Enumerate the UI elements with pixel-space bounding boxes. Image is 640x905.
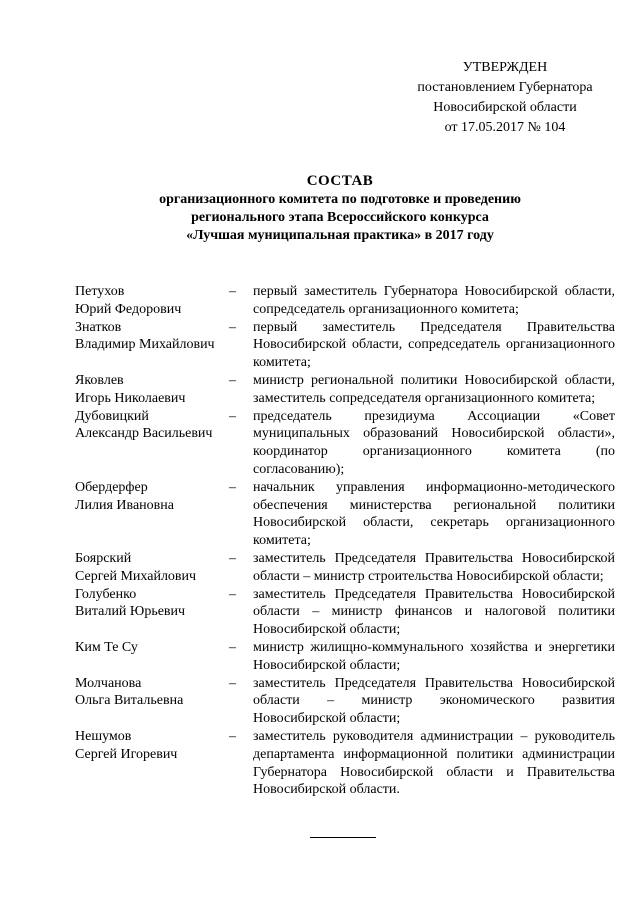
member-name xyxy=(75,408,229,479)
member-name xyxy=(75,283,229,319)
title-line-1: организационного комитета по подготовке и проведению xyxy=(159,192,521,207)
member-given-name: Ольга Витальевна xyxy=(75,693,184,709)
approval-region: Новосибирской области xyxy=(433,100,577,115)
member-surname: Яковлев xyxy=(75,372,124,388)
member-surname: Молчанова xyxy=(75,675,142,691)
member-role: заместитель Председателя Правительства Новосибирской области – министр строительства Новосибирской области; xyxy=(253,550,615,584)
member-dash: – xyxy=(229,728,236,744)
member-role: первый заместитель Председателя Правительства Новосибирской области, сопредседатель организационного комитета; xyxy=(253,319,615,371)
member-surname: Обердерфер xyxy=(75,479,148,495)
approval-decree: постановлением Губернатора xyxy=(417,80,593,95)
member-given-name: Владимир Михайлович xyxy=(75,337,215,353)
member-row xyxy=(75,586,615,639)
member-role: министр жилищно-коммунального хозяйства и энергетики Новосибирской области; xyxy=(253,639,615,673)
member-surname: Петухов xyxy=(75,284,125,299)
member-row xyxy=(75,479,615,550)
member-surname: Голубенко xyxy=(75,586,137,602)
member-name xyxy=(75,675,229,728)
member-role: начальник управления информационно-методического обеспечения министерства региональной политики Новосибирской области, секретарь организационного комитета; xyxy=(253,479,615,549)
member-row xyxy=(75,550,615,586)
approval-date-number: от 17.05.2017 № 104 xyxy=(444,120,566,135)
member-given-name: Сергей Михайлович xyxy=(75,568,197,584)
committee-member-list xyxy=(75,283,615,799)
member-role: министр региональной политики Новосибирской области, заместитель сопредседателя организационного комитета; xyxy=(253,372,615,406)
member-name xyxy=(75,319,229,372)
document-title xyxy=(60,172,620,245)
member-row xyxy=(75,283,615,319)
member-role: первый заместитель Губернатора Новосибирской области, сопредседатель организационного комитета; xyxy=(253,284,615,317)
approval-stamp xyxy=(395,58,615,138)
member-row xyxy=(75,728,615,799)
member-name xyxy=(75,479,229,550)
member-dash: – xyxy=(229,372,236,388)
member-row xyxy=(75,675,615,728)
member-role: заместитель руководителя администрации – руководитель департамента информационной политики администрации Губернатора Новосибирской области и Правительства Новосибирской области. xyxy=(253,728,615,798)
member-given-name: Игорь Николаевич xyxy=(75,390,186,406)
member-row xyxy=(75,319,615,372)
member-surname: Дубовицкий xyxy=(75,408,149,424)
member-role: заместитель Председателя Правительства Новосибирской области – министр финансов и налоговой политики Новосибирской области; xyxy=(253,586,615,638)
member-surname: Нешумов xyxy=(75,728,132,744)
member-name xyxy=(75,550,229,586)
member-dash: – xyxy=(229,675,236,691)
member-dash: – xyxy=(229,479,236,495)
member-dash: – xyxy=(229,586,236,602)
member-given-name: Александр Васильевич xyxy=(75,426,213,442)
member-dash: – xyxy=(229,408,236,424)
member-role: председатель президиума Ассоциации «Совет муниципальных образований Новосибирской области», координатор организационного комитета (по согласованию); xyxy=(253,408,615,477)
end-divider xyxy=(310,837,376,838)
member-row xyxy=(75,639,615,675)
member-dash: – xyxy=(229,550,236,566)
member-dash: – xyxy=(229,319,236,335)
title-line-2: регионального этапа Всероссийского конкурса xyxy=(191,210,489,225)
member-surname: Знатков xyxy=(75,319,122,335)
member-name xyxy=(75,372,229,408)
member-given-name: Юрий Федорович xyxy=(75,301,182,317)
member-given-name: Лилия Ивановна xyxy=(75,497,174,513)
member-row xyxy=(75,408,615,479)
member-row xyxy=(75,372,615,408)
member-given-name: Сергей Игоревич xyxy=(75,746,178,762)
member-dash: – xyxy=(229,284,236,299)
member-dash: – xyxy=(229,639,236,655)
title-main: СОСТАВ xyxy=(306,173,374,189)
member-name xyxy=(75,728,229,799)
member-given-name: Виталий Юрьевич xyxy=(75,604,186,620)
title-line-3: «Лучшая муниципальная практика» в 2017 году xyxy=(186,228,494,243)
member-name xyxy=(75,586,229,639)
approval-heading: УТВЕРЖДЕН xyxy=(462,60,548,75)
member-name xyxy=(75,639,229,675)
member-surname: Боярский xyxy=(75,550,132,566)
member-role: заместитель Председателя Правительства Новосибирской области – министр экономического развития Новосибирской области; xyxy=(253,675,615,727)
member-surname: Ким Те Су xyxy=(75,639,138,655)
